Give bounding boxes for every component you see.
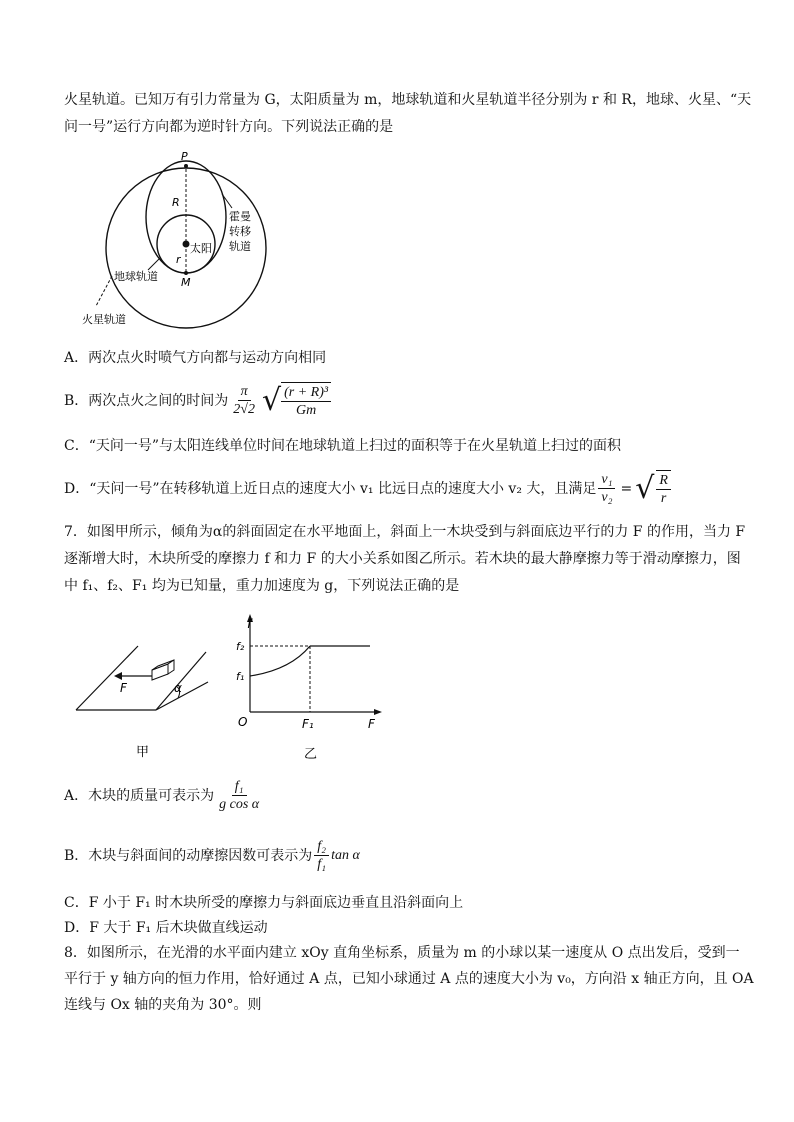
q6-d-frac-den: v₂ [601,490,613,505]
q7-b-fraction [314,838,329,873]
q6-b-fraction [230,383,258,418]
label-alpha: α [174,681,182,695]
label-R: R [172,196,180,209]
mars-orbit-pointer [96,276,112,306]
q6-b-frac-den: 2√2 [233,402,255,417]
q6-b-prefix: B．两次点火之间的时间为 [64,392,229,409]
label-hohmann-2: 转移 [229,225,251,238]
ground-line [156,682,208,710]
label-p: P [181,150,188,163]
q6-option-d [64,470,673,507]
caption-yi: 乙 [304,747,318,762]
label-M: M [181,276,191,289]
label-hohmann-3: 轨道 [229,240,251,253]
q6-b-sqrt-fraction [281,382,331,419]
label-earth-orbit: 地球轨道 [114,270,158,283]
block [152,660,174,680]
friction-curve [250,646,310,676]
hohmann-pointer [222,194,232,208]
sun-dot [183,241,190,248]
q7-option-c: C．F 小于 F₁ 时木块所受的摩擦力与斜面底边垂直且沿斜面向上 [64,895,464,911]
earth-orbit-pointer [148,258,160,270]
label-r: r [176,253,181,266]
intro-line-2: 问一号”运行方向都为逆时针方向。下列说法正确的是 [64,119,394,135]
q6-d-frac-num: v₁ [598,471,615,489]
label-f: f [247,617,252,631]
label-mars-orbit: 火星轨道 [82,313,126,326]
q6-b-sqrt-den: Gm [295,403,317,418]
q6-d-sqrt-den: r [660,491,667,506]
q6-d-fraction [598,471,615,506]
friction-graph [238,608,388,763]
q7-a-num: f₁ [232,778,247,796]
q6-d-sqrt-num: R [656,472,671,490]
q7-a-prefix: A．木块的质量可表示为 [64,787,215,804]
q7-option-a [64,778,264,813]
q6-d-sqrt-fraction [656,470,671,507]
q7-b-suffix: tan α [331,847,360,863]
sqrt-symbol: √ [635,470,655,506]
label-f2: f₂ [236,640,245,653]
q7-b-den: f₁ [317,857,327,872]
sqrt-symbol: √ [261,382,282,418]
q6-option-c: C．“天问一号”与太阳连线单位时间在地球轨道上扫过的面积等于在火星轨道上扫过的面积 [64,438,622,454]
point-m-dot [184,271,188,275]
q7-option-b [64,838,360,873]
q6-d-equals: = [620,480,633,497]
q6-option-b [64,382,333,419]
label-O: O [238,715,248,729]
q8-line-1: 8．如图所示，在光滑的水平面内建立 xOy 直角坐标系，质量为 m 的小球以某一速度从 O 点出发后，受到一 [64,945,740,961]
q7-a-den: g cos α [219,797,260,812]
point-p-dot [184,164,188,168]
q7-a-fraction [216,778,262,813]
q7-b-prefix: B．木块与斜面间的动摩擦因数可表示为 [64,847,313,864]
q7-line-3: 中 f₁、f₂、F₁ 均为已知量，重力加速度为 g，下列说法正确的是 [64,578,460,594]
q7-option-d: D．F 大于 F₁ 后木块做直线运动 [64,920,268,936]
intro-line-1: 火星轨道。已知万有引力常量为 G，太阳质量为 m，地球轨道和火星轨道半径分别为 r 和 R，地球、火星、“天 [64,92,752,108]
q7-line-2: 逐渐增大时，木块所受的摩擦力 f 和力 F 的大小关系如图乙所示。若木块的最大静摩擦力等于滑动摩擦力，图 [64,551,741,567]
orbit-figure [82,148,290,333]
label-hohmann-1: 霍曼 [229,210,251,223]
q8-line-2: 平行于 y 轴方向的恒力作用，恰好通过 A 点，已知小球通过 A 点的速度大小为 v₀，方向沿 x 轴正方向，且 OA [64,971,754,987]
label-F1: F₁ [302,717,314,731]
q6-b-frac-num: π [238,383,251,401]
q6-b-sqrt-num: (r + R)³ [281,384,331,402]
q7-b-num: f₂ [314,838,329,856]
force-arrowhead [114,672,122,680]
q6-d-prefix: D．“天问一号”在转移轨道上近日点的速度大小 v₁ 比远日点的速度大小 v₂ 大，且满足 [64,480,597,497]
label-F: F [120,681,127,695]
label-f1: f₁ [236,670,245,683]
label-sun: 太阳 [190,242,212,255]
q7-line-1: 7．如图甲所示，倾角为α的斜面固定在水平地面上，斜面上一木块受到与斜面底边平行的力 F 的作用，当力 F [64,524,746,540]
incline-left-edge [76,646,138,710]
label-F-axis: F [368,717,375,731]
incline-figure [70,630,220,760]
caption-jia: 甲 [136,745,150,760]
q6-option-a: A．两次点火时喷气方向都与运动方向相同 [64,350,327,366]
q8-line-3: 连线与 Ox 轴的夹角为 30°。则 [64,997,262,1013]
